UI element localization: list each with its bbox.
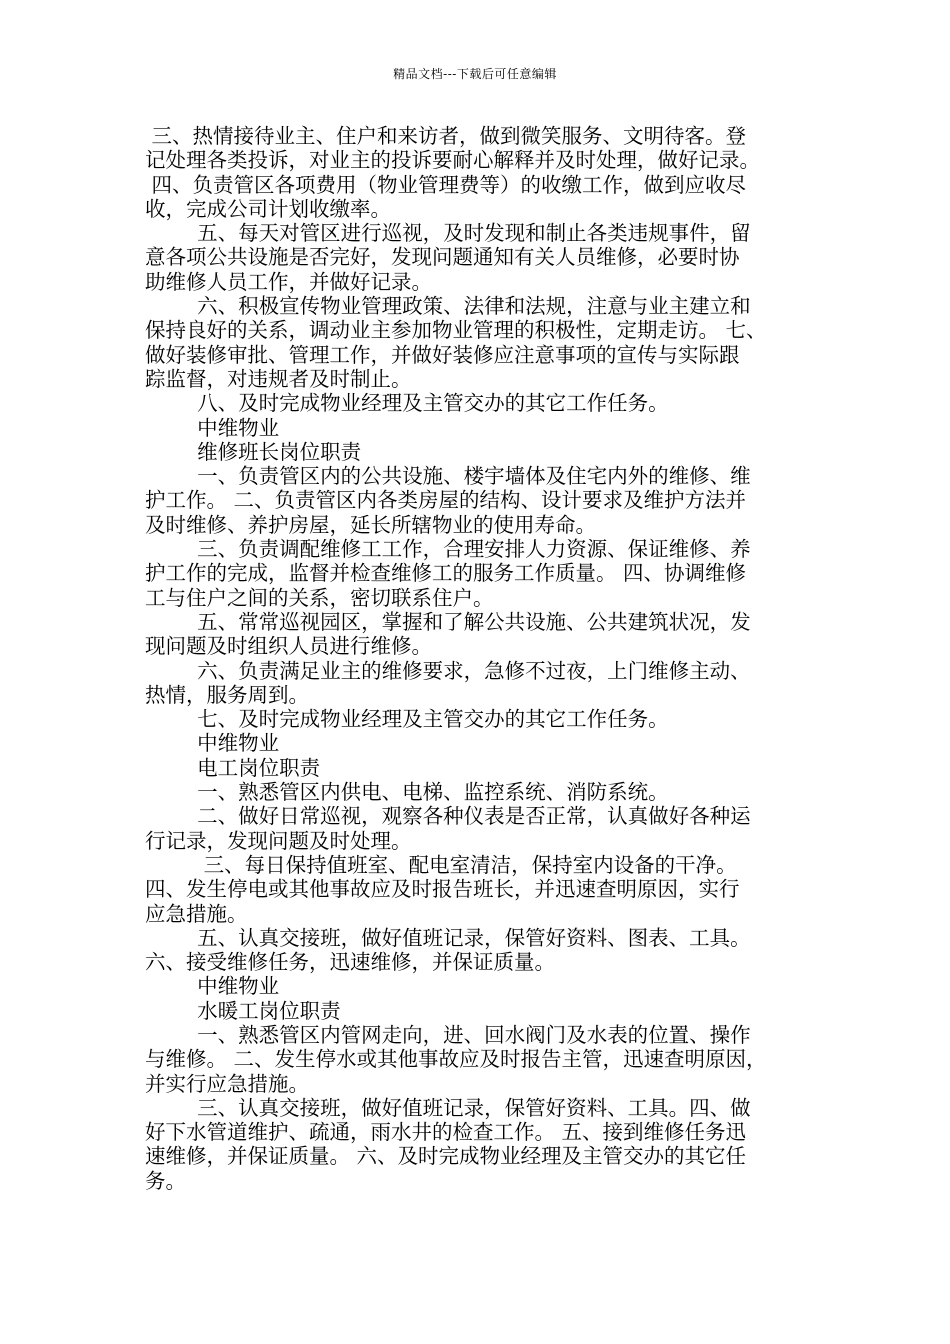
text-line: 热情，服务周到。 xyxy=(145,682,309,707)
text-line: 踪监督，对违规者及时制止。 xyxy=(145,366,412,391)
text-line: 工与住户之间的关系，密切联系住户。 xyxy=(145,585,494,610)
text-line: 一、负责管区内的公共设施、楼宇墙体及住宅内外的维修、维 xyxy=(145,464,751,489)
section-title: 电工岗位职责 xyxy=(145,755,321,780)
text-line: 务。 xyxy=(145,1168,186,1193)
text-line: 助维修人员工作，并做好记录。 xyxy=(145,269,432,294)
company-name: 中维物业 xyxy=(145,415,280,440)
text-line: 应急措施。 xyxy=(145,901,248,926)
text-line: 四、发生停电或其他事故应及时报告班长，并迅速查明原因，实行 xyxy=(145,877,740,902)
company-name: 中维物业 xyxy=(145,974,280,999)
text-line: 六、负责满足业主的维修要求，急修不过夜，上门维修主动、 xyxy=(145,658,751,683)
text-line: 好下水管道维护、疏通，雨水井的检查工作。 五、接到维修任务迅 xyxy=(145,1120,747,1145)
text-line: 三、认真交接班，做好值班记录，保管好资料、工具。四、做 xyxy=(145,1095,751,1120)
section-title: 维修班长岗位职责 xyxy=(145,439,362,464)
text-line: 四、负责管区各项费用（物业管理费等）的收缴工作，做到应收尽 xyxy=(145,172,747,197)
text-line: 及时维修、养护房屋，延长所辖物业的使用寿命。 xyxy=(145,512,596,537)
company-name: 中维物业 xyxy=(145,731,280,756)
text-line: 意各项公共设施是否完好，发现问题通知有关人员维修，必要时协 xyxy=(145,245,740,270)
text-line: 收，完成公司计划收缴率。 xyxy=(145,196,391,221)
text-line: 做好装修审批、管理工作，并做好装修应注意事项的宣传与实际跟 xyxy=(145,342,740,367)
text-line: 三、每日保持值班室、配电室清洁，保持室内设备的干净。 xyxy=(145,852,737,877)
text-line: 二、做好日常巡视，观察各种仪表是否正常，认真做好各种运 xyxy=(145,804,751,829)
text-line: 一、熟悉管区内管网走向，进、回水阀门及水表的位置、操作 xyxy=(145,1022,751,1047)
text-line: 三、负责调配维修工工作，合理安排人力资源、保证维修、养 xyxy=(145,537,751,562)
text-line: 三、热情接待业主、住户和来访者，做到微笑服务、文明待客。登 xyxy=(145,124,747,148)
text-line: 一、熟悉管区内供电、电梯、监控系统、消防系统。 xyxy=(145,780,669,805)
document-body xyxy=(145,124,815,1193)
text-line: 现问题及时组织人员进行维修。 xyxy=(145,634,432,659)
text-line: 保持良好的关系，调动业主参加物业管理的积极性，定期走访。 七、 xyxy=(145,318,767,343)
text-line: 行记录，发现问题及时处理。 xyxy=(145,828,412,853)
section-title: 水暖工岗位职责 xyxy=(145,998,341,1023)
text-line: 并实行应急措施。 xyxy=(145,1071,309,1096)
text-line: 五、每天对管区进行巡视，及时发现和制止各类违规事件，留 xyxy=(145,221,751,246)
text-line: 六、积极宣传物业管理政策、法律和法规，注意与业主建立和 xyxy=(145,294,751,319)
text-line: 五、常常巡视园区，掌握和了解公共设施、公共建筑状况，发 xyxy=(145,609,751,634)
text-line: 八、及时完成物业经理及主管交办的其它工作任务。 xyxy=(145,391,669,416)
text-line: 护工作。 二、负责管区内各类房屋的结构、设计要求及维护方法并 xyxy=(145,488,747,513)
text-line: 速维修，并保证质量。 六、及时完成物业经理及主管交办的其它任 xyxy=(145,1144,747,1169)
text-line: 与维修。 二、发生停水或其他事故应及时报告主管，迅速查明原因， xyxy=(145,1047,767,1072)
text-line: 记处理各类投诉，对业主的投诉要耐心解释并及时处理，做好记录。 xyxy=(145,148,760,173)
text-line: 五、认真交接班，做好值班记录，保管好资料、图表、工具。 xyxy=(145,925,751,950)
page-header: 精品文档---下载后可任意编辑 xyxy=(393,67,557,81)
text-line: 七、及时完成物业经理及主管交办的其它工作任务。 xyxy=(145,707,669,732)
text-line: 六、接受维修任务，迅速维修，并保证质量。 xyxy=(145,950,555,975)
text-line: 护工作的完成，监督并检查维修工的服务工作质量。 四、协调维修 xyxy=(145,561,747,586)
